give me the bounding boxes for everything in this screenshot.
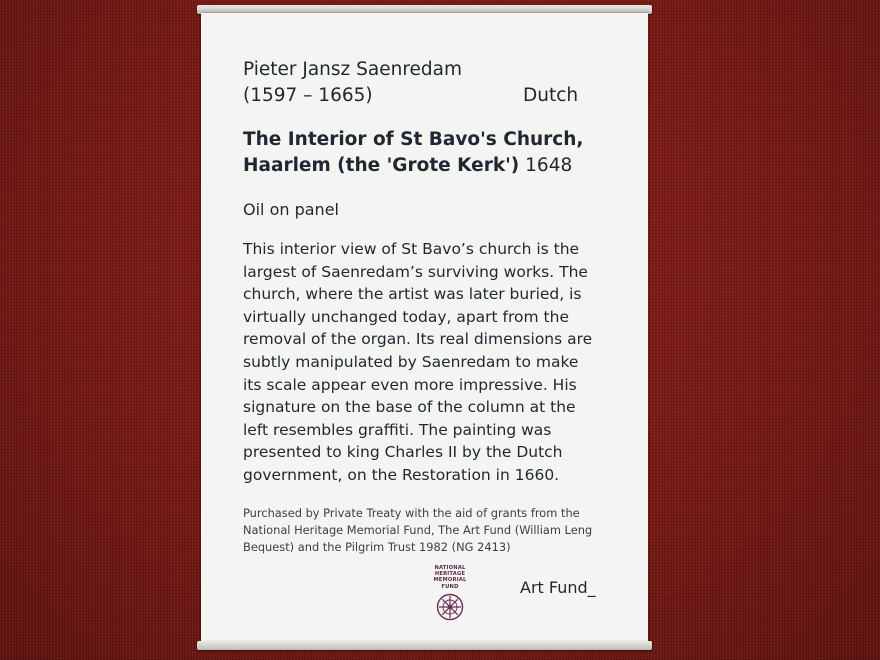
artist-dates: (1597 – 1665): [243, 85, 373, 106]
description-line: presented to king Charles II by the Dutch: [243, 443, 563, 462]
artwork-year: 1648: [525, 155, 573, 176]
credit-line-text: National Heritage Memorial Fund, The Art Fund (William Leng: [243, 523, 593, 537]
description-line: virtually unchanged today, apart from the: [243, 307, 569, 326]
credit-line: [243, 505, 592, 556]
description-line: subtly manipulated by Saenredam to make: [243, 352, 579, 371]
description-line: government, on the Restoration in 1660.: [243, 465, 560, 484]
description-line: signature on the base of the column at the: [243, 398, 576, 417]
nhmf-emblem-icon: [436, 593, 464, 621]
description-line: left resembles graffiti. The painting was: [243, 420, 552, 439]
nhmf-logo-text: NATIONAL HERITAGE MEMORIAL FUND: [433, 565, 467, 590]
description-line: church, where the artist was later buried, is: [243, 285, 582, 304]
description-line: largest of Saenredam’s surviving works. The: [243, 262, 588, 281]
credit-line-text: Purchased by Private Treaty with the aid of grants from the: [243, 506, 580, 520]
description-line: This interior view of St Bavo’s church is the: [243, 240, 580, 258]
art-fund-logo: Art Fund_: [520, 578, 596, 597]
artwork-medium: Oil on panel: [243, 200, 339, 219]
artist-name: Pieter Jansz Saenredam: [243, 59, 463, 80]
wall-label-card: [201, 13, 648, 644]
description-line: its scale appear even more impressive. His: [243, 375, 577, 394]
description-line: removal of the organ. Its real dimensions are: [243, 330, 593, 349]
artist-block: [243, 57, 462, 109]
artwork-title: [243, 127, 583, 179]
title-line-1: The Interior of St Bavo's Church,: [243, 129, 584, 150]
artist-nationality: Dutch: [523, 85, 579, 106]
artwork-description: [243, 238, 592, 487]
title-line-2: Haarlem (the 'Grote Kerk'): [243, 155, 520, 176]
mount-rail-bottom: [197, 641, 652, 650]
credit-line-text: Bequest) and the Pilgrim Trust 1982 (NG 2413): [243, 540, 511, 554]
nhmf-logo: [419, 565, 481, 621]
